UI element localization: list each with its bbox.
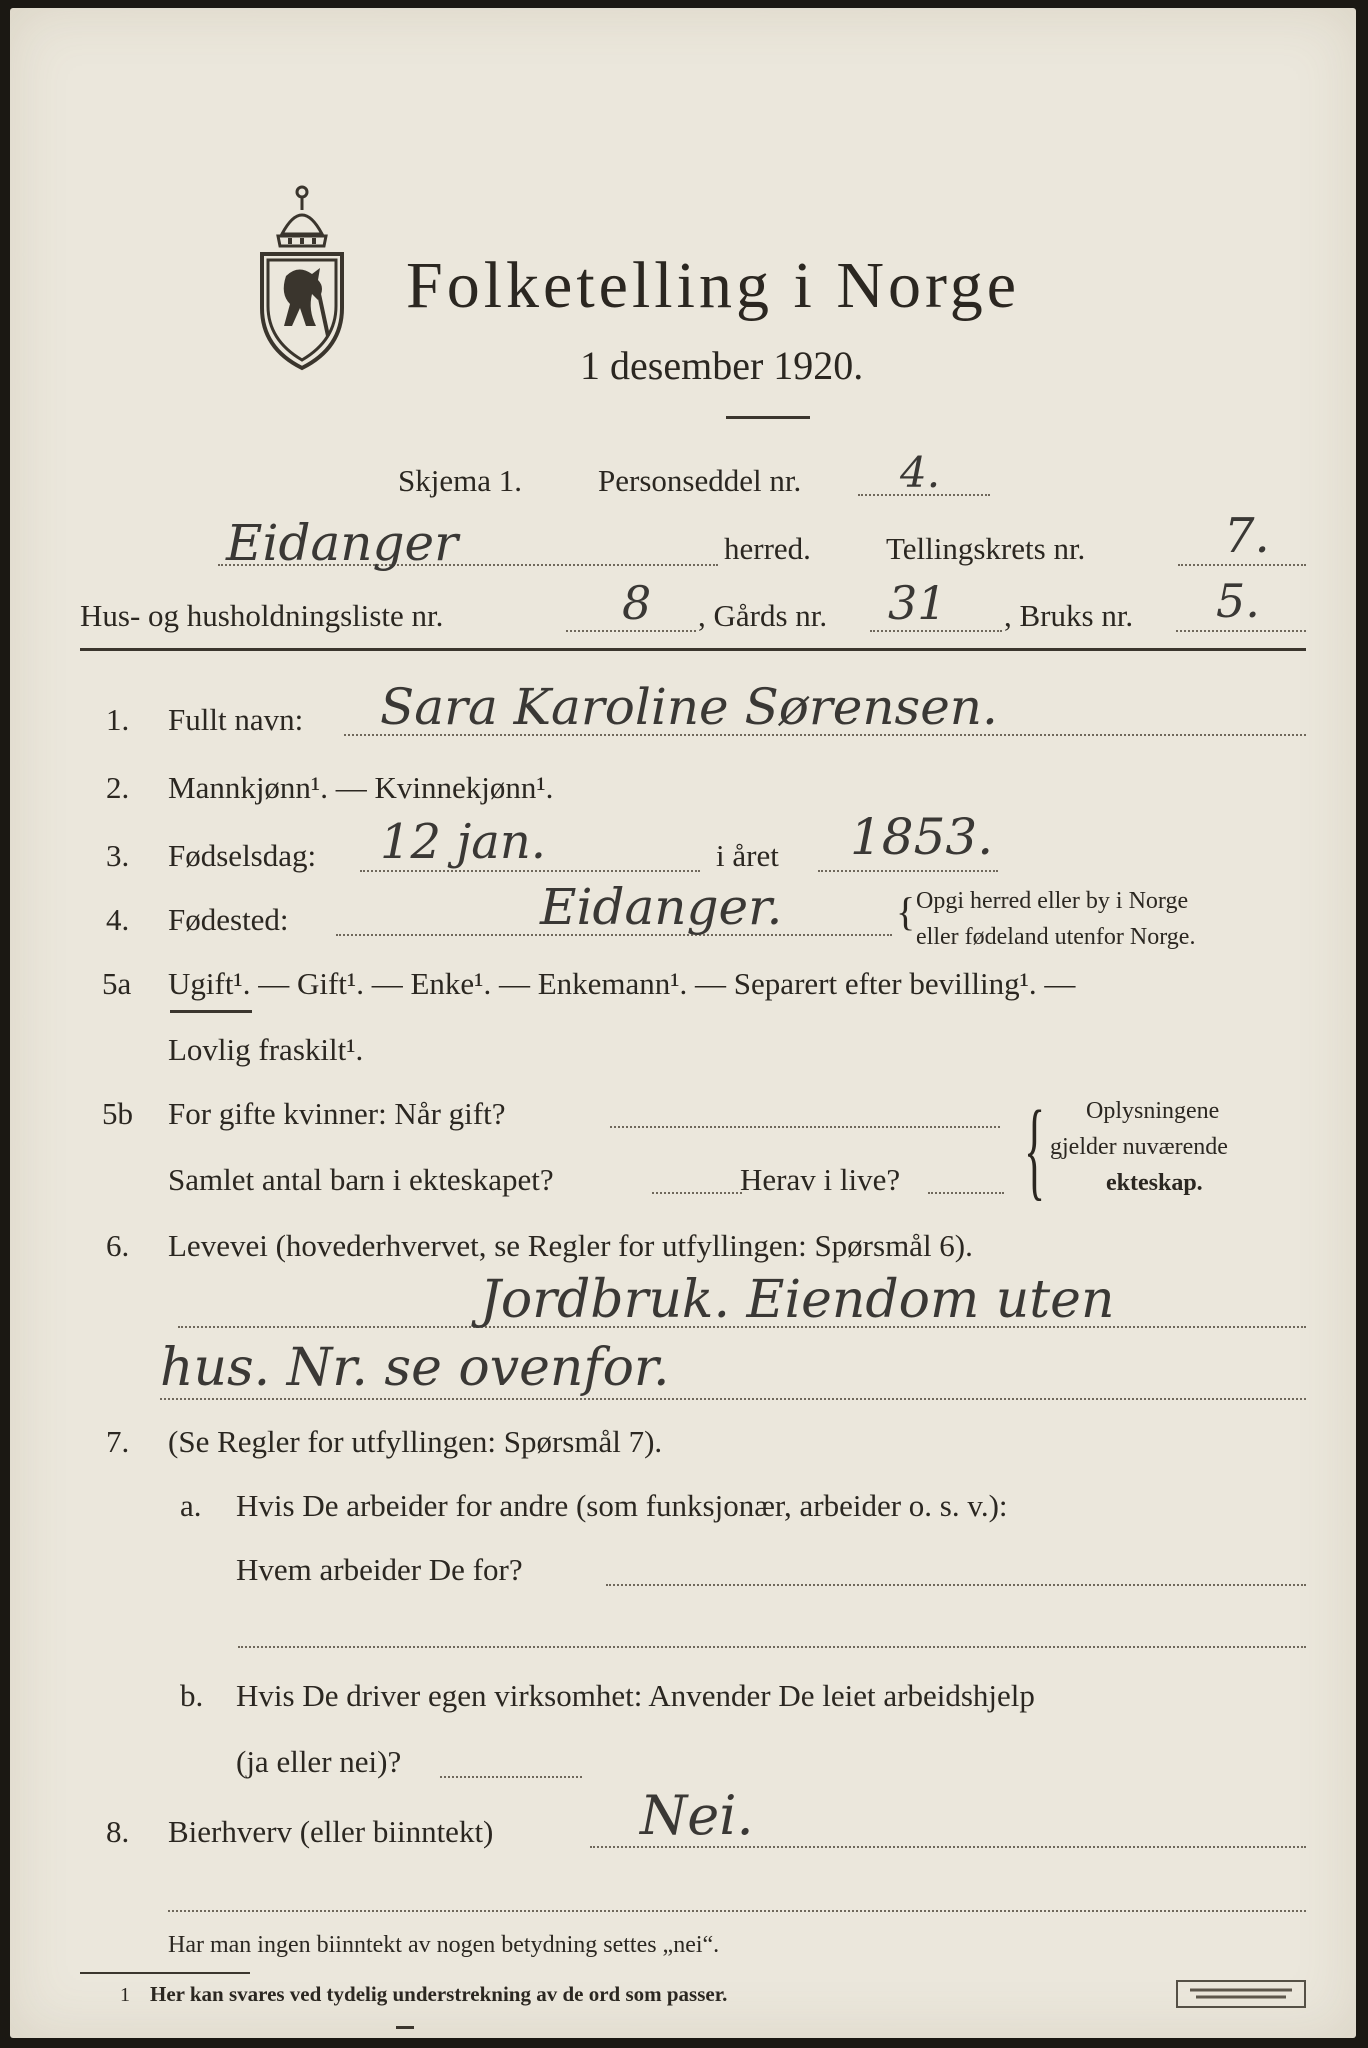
q5b-line2-alive: Herav i live?	[740, 1162, 901, 1197]
q5b-alive-line	[928, 1192, 1004, 1194]
q5b-line2-children: Samlet antal barn i ekteskapet?	[168, 1162, 554, 1197]
census-form-page	[10, 8, 1356, 2038]
tellingskrets-label: Tellingskrets nr.	[886, 531, 1086, 566]
bruks-line	[1176, 630, 1306, 632]
bruks-value: 5.	[1216, 574, 1260, 628]
q5b-note-line3: ekteskap.	[1106, 1170, 1203, 1196]
page-mark	[396, 2026, 414, 2029]
q4-brace: {	[896, 889, 916, 934]
q5a-number: 5a	[102, 966, 132, 1001]
coat-of-arms-icon	[242, 176, 362, 372]
q5b-number: 5b	[102, 1096, 133, 1131]
q7b-answer-line	[440, 1776, 582, 1778]
q7a-answer-line2	[238, 1646, 1306, 1648]
q6-label: Levevei (hovederhvervet, se Regler for utfyllingen: Spørsmål 6).	[168, 1228, 973, 1263]
q6-answer-line1: Jordbruk. Eiendom uten	[480, 1270, 1115, 1330]
q3-birth-day: 12 jan.	[380, 814, 547, 870]
q5b-brace: {	[1024, 1088, 1046, 1210]
gards-line	[870, 630, 1002, 632]
q5a-line2: Lovlig fraskilt¹.	[168, 1032, 364, 1067]
q8-number: 8.	[106, 1814, 130, 1849]
q5b-gift-line	[610, 1126, 1000, 1128]
q7b-number: b.	[180, 1678, 204, 1713]
q7a-answer-line	[606, 1584, 1306, 1586]
husliste-value: 8	[622, 576, 652, 630]
q5a-line1: Ugift¹. — Gift¹. — Enke¹. — Enkemann¹. — Separert efter bevilling¹. —	[168, 966, 1076, 1001]
footnote-rule	[80, 1972, 250, 1974]
q6-answer-line2: hus. Nr. se ovenfor.	[160, 1338, 670, 1398]
q3-label: Fødselsdag:	[168, 838, 317, 873]
printer-stamp-icon	[1178, 1982, 1304, 2006]
q8-line2	[168, 1910, 1306, 1912]
q5b-line1: For gifte kvinner: Når gift?	[168, 1096, 506, 1131]
q4-number: 4.	[106, 902, 130, 937]
footnote-number: 1	[120, 1984, 130, 2006]
husliste-label: Hus- og husholdningsliste nr.	[80, 598, 444, 633]
header-rule	[80, 648, 1306, 651]
q3-number: 3.	[106, 838, 130, 873]
husliste-line	[566, 630, 696, 632]
q7-number: 7.	[106, 1424, 130, 1459]
q5b-note-line1: Oplysningene	[1086, 1098, 1220, 1124]
q6-line2	[160, 1398, 1306, 1400]
q4-note-line2: eller fødeland utenfor Norge.	[916, 924, 1196, 950]
herred-value: Eidanger	[226, 514, 459, 572]
q7a-line2: Hvem arbeider De for?	[236, 1552, 523, 1587]
q4-note-line1: Opgi herred eller by i Norge	[916, 888, 1189, 914]
gards-value: 31	[888, 576, 947, 630]
footer-note: Har man ingen biinntekt av nogen betydning settes „nei“.	[168, 1932, 720, 1958]
q1-label: Fullt navn:	[168, 702, 304, 737]
tellingskrets-value: 7.	[1224, 508, 1270, 564]
personseddel-label: Personseddel nr.	[598, 463, 802, 498]
q7-label: (Se Regler for utfyllingen: Spørsmål 7).	[168, 1424, 663, 1459]
title-divider	[726, 416, 810, 419]
bruks-label: , Bruks nr.	[1004, 598, 1134, 633]
q4-label: Fødested:	[168, 902, 289, 937]
q7a-line1: Hvis De arbeider for andre (som funksjonær, arbeider o. s. v.):	[236, 1488, 1008, 1523]
q8-answer: Nei.	[640, 1784, 754, 1847]
q3-year-line	[818, 870, 998, 872]
q7a-number: a.	[180, 1488, 202, 1523]
q3-year-label: i året	[716, 838, 779, 873]
q3-birth-year: 1853.	[850, 808, 994, 866]
tellingskrets-line	[1178, 564, 1306, 566]
q2-number: 2.	[106, 770, 130, 805]
q5b-note-line2: gjelder nuværende	[1050, 1134, 1228, 1160]
personseddel-value: 4.	[900, 448, 941, 497]
q2-label: Mannkjønn¹. — Kvinnekjønn¹.	[168, 770, 554, 805]
footnote-text: Her kan svares ved tydelig understrekning av de ord som passer.	[150, 1982, 728, 2006]
herred-label: herred.	[724, 531, 811, 566]
q4-birthplace: Eidanger.	[540, 878, 783, 936]
census-date: 1 desember 1920.	[580, 343, 864, 388]
q5b-children-line	[652, 1192, 742, 1194]
q8-label: Bierhverv (eller biinntekt)	[168, 1814, 494, 1849]
q1-full-name: Sara Karoline Sørensen.	[380, 678, 998, 736]
q6-number: 6.	[106, 1228, 130, 1263]
q7b-line1: Hvis De driver egen virksomhet: Anvender De leiet arbeidshjelp	[236, 1678, 1035, 1713]
q1-number: 1.	[106, 702, 130, 737]
q5a-ugift-underline	[170, 1010, 252, 1013]
q3-day-line	[360, 870, 700, 872]
q7b-line2: (ja eller nei)?	[236, 1744, 402, 1779]
printer-stamp	[1176, 1980, 1306, 2008]
skjema-label: Skjema 1.	[398, 463, 522, 498]
gards-label: , Gårds nr.	[698, 598, 828, 633]
form-title: Folketelling i Norge	[406, 249, 1021, 322]
